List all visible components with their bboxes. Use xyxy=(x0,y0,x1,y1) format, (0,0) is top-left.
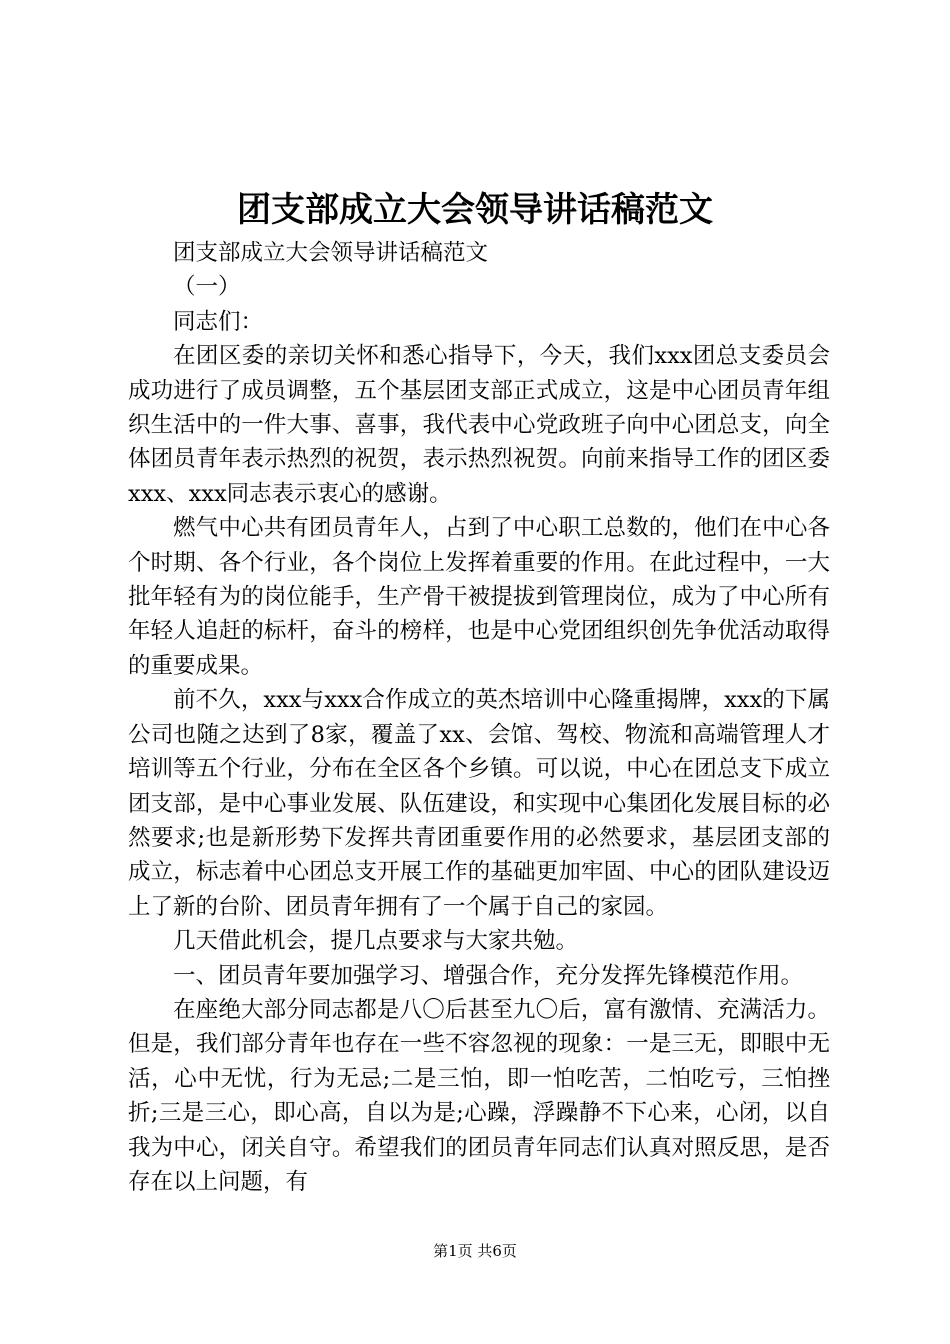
subtitle-paragraph: 团支部成立大会领导讲话稿范文 xyxy=(173,240,489,266)
section-heading-paragraph: 一、团员青年要加强学习、增强合作，充分发挥先锋模范作用。 xyxy=(173,962,804,989)
body-paragraph: 在团区委的亲切关怀和悉心指导下，今天，我们xxx团总支委员会成功进行了成员调整，五个基层团支部正式成立，这是中心团员青年组织生活中的一件大事、喜事，我代表中心党政班子向中心团总支，向全体团员青年表示热烈的祝贺，表示热烈祝贺。向前来指导工作的团区委xxx、xxx同志表示衷心的感谢。 xyxy=(128,343,830,507)
body-paragraph: 前不久，xxx与xxx合作成立的英杰培训中心隆重揭牌，xxx的下属公司也随之达到了8家，覆盖了xx、会馆、驾校、物流和高端管理人才培训等五个行业，分布在全区各个乡镇。可以说，中心在团总支下成立团支部，是中心事业发展、队伍建设，和实现中心集团化发展目标的必然要求;也是新形势下发挥共青团重要作用的必然要求，基层团支部的成立，标志着中心团总支开展工作的基础更加牢固、中心的团队建设迈上了新的台阶、团员青年拥有了一个属于自己的家园。 xyxy=(128,687,830,920)
salutation-paragraph: 同志们： xyxy=(173,308,264,335)
body-paragraph: 在座绝大部分同志都是八〇后甚至九〇后，富有激情、充满活力。但是，我们部分青年也存在一些不容忽视的现象：一是三无，即眼中无活，心中无忧，行为无忌;二是三怕，即一怕吃苦，二怕吃亏，三怕挫折;三是三心，即心高，自以为是;心躁，浮躁静不下心来，心闭，以自我为中心，闭关自守。希望我们的团员青年同志们认真对照反思，是否存在以上问题，有 xyxy=(128,996,830,1195)
document-title: 团支部成立大会领导讲话稿范文 xyxy=(237,190,713,230)
body-paragraph: 燃气中心共有团员青年人，占到了中心职工总数的，他们在中心各个时期、各个行业，各个岗位上发挥着重要的作用。在此过程中，一大批年轻有为的岗位能手，生产骨干被提拔到管理岗位，成为了中心所有年轻人追赶的标杆，奋斗的榜样，也是中心党团组织创先争优活动取得的重要成果。 xyxy=(128,515,830,679)
page-number-footer: 第1页 共6页 xyxy=(433,1242,517,1260)
document-body xyxy=(128,236,830,1199)
body-paragraph: 几天借此机会，提几点要求与大家共勉。 xyxy=(173,928,579,955)
section-number-paragraph: （一） xyxy=(173,274,241,301)
